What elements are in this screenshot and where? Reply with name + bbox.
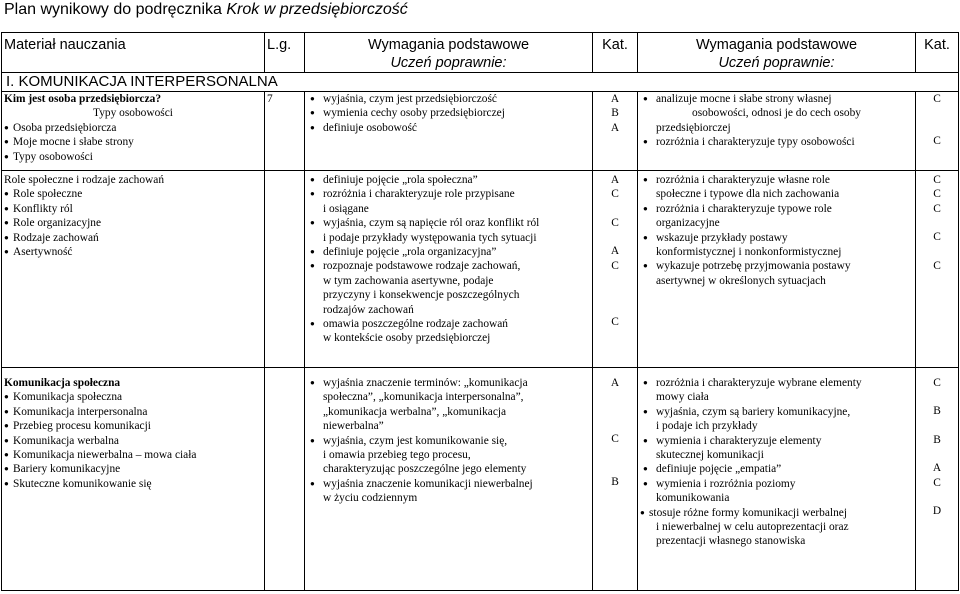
cat2-cell-3 bbox=[916, 368, 959, 591]
ext-3-req: ● wymienia i charakteryzuje elementy bbox=[640, 434, 913, 448]
cat2-cell-2 bbox=[916, 171, 959, 368]
material-2-topic: Role społeczne i rodzaje zachowań bbox=[4, 174, 165, 186]
material-3-item: ● Komunikacja werbalna bbox=[4, 434, 262, 448]
cat2-1-empty bbox=[918, 106, 956, 120]
material-1-item: ● Moje mocne i słabe strony bbox=[4, 135, 262, 149]
cat1-3-empty bbox=[595, 461, 635, 475]
cat2-3-val: A bbox=[932, 462, 942, 475]
basic-2-req: ● definiuje pojęcie „rola społeczna” bbox=[307, 173, 590, 187]
basic-1-req: ● wymienia cechy osoby przedsiębiorczej bbox=[307, 106, 590, 120]
basic-2-req-cont: przyczyny i konsekwencje poszczególnych bbox=[323, 289, 520, 302]
material-cell-1 bbox=[2, 92, 265, 171]
cat2-3-val: B bbox=[933, 405, 941, 418]
material-1-subtopic: Typy osobowości bbox=[93, 107, 173, 120]
ext-3-req-cont: i podaje ich przykłady bbox=[656, 420, 758, 433]
material-1-item: ● Osoba przedsiębiorcza bbox=[4, 121, 262, 135]
cat1-2-val: C bbox=[611, 259, 619, 272]
cat2-3-val: C bbox=[933, 377, 941, 389]
material-3-topic: Komunikacja społeczna bbox=[4, 377, 121, 389]
cat2-2-empty bbox=[918, 216, 956, 230]
ext-3-req-cont: i niewerbalnej w celu autoprezentacji oraz bbox=[656, 521, 849, 534]
ext-2-req: ● rozróżnia i charakteryzuje własne role bbox=[640, 173, 913, 187]
cat1-2-val: A bbox=[610, 174, 620, 186]
header-material: Materiał nauczania bbox=[2, 33, 265, 73]
basic-3-req: ● wyjaśnia znaczenie komunikacji niewerbalnej bbox=[307, 477, 590, 491]
basic-3-req-cont: niewerbalna” bbox=[323, 420, 384, 433]
material-2-item: ● Rodzaje zachowań bbox=[4, 231, 262, 245]
ext-3-req-cont: prezentacji własnego stanowiska bbox=[656, 535, 806, 548]
ext-1-req: ● analizuje mocne i słabe strony własnej bbox=[640, 92, 913, 106]
topic-row-1 bbox=[2, 92, 959, 171]
material-2-item: ● Role społeczne bbox=[4, 187, 262, 201]
material-1-item: ● Typy osobowości bbox=[4, 150, 262, 164]
cat1-2-empty bbox=[595, 230, 635, 244]
cat1-3-empty bbox=[595, 447, 635, 461]
header-cat2: Kat. bbox=[916, 33, 959, 73]
ext-3-req-cont: skutecznej komunikacji bbox=[656, 449, 764, 462]
basic-3-req-cont: w życiu codziennym bbox=[323, 492, 418, 505]
basic-1-req: ● definiuje osobowość bbox=[307, 121, 590, 135]
cat1-3-val: A bbox=[610, 377, 620, 389]
cat2-3-empty bbox=[918, 490, 956, 504]
basic-cell-2 bbox=[305, 171, 593, 368]
ext-1-req-cont: przedsiębiorczej bbox=[656, 121, 731, 134]
cat1-cell-2 bbox=[593, 171, 638, 368]
ext-cell-3 bbox=[638, 368, 916, 591]
material-2-item: ● Asertywność bbox=[4, 245, 262, 259]
cat1-1-val: B bbox=[611, 107, 619, 120]
ext-cell-2 bbox=[638, 171, 916, 368]
cat2-1-val: C bbox=[933, 93, 941, 105]
cat1-3-empty bbox=[595, 418, 635, 432]
cat2-3-val: D bbox=[932, 505, 942, 518]
cat1-cell-1 bbox=[593, 92, 638, 171]
basic-cell-3 bbox=[305, 368, 593, 591]
basic-2-req-cont: rodzajów zachowań bbox=[323, 303, 414, 316]
cat2-3-empty bbox=[918, 447, 956, 461]
basic-3-req-cont: społeczna”, „komunikacja interpersonalna”, bbox=[323, 391, 524, 404]
basic-cell-1 bbox=[305, 92, 593, 171]
ext-2-req-cont: społeczne i typowe dla nich zachowania bbox=[656, 188, 840, 201]
plan-table bbox=[1, 32, 959, 591]
basic-2-req-cont: i osiągane bbox=[323, 202, 369, 215]
header-cat1: Kat. bbox=[593, 33, 638, 73]
cat2-1-val: C bbox=[933, 135, 941, 148]
ext-2-req-cont: asertywnej w określonych sytuacjach bbox=[656, 274, 826, 287]
ext-3-req: ● wymienia i rozróżnia poziomy bbox=[640, 477, 913, 491]
basic-3-req-cont: „komunikacja werbalna”, „komunikacja bbox=[323, 405, 507, 418]
ext-3-req: ● rozróżnia i charakteryzuje wybrane elementy bbox=[640, 376, 913, 390]
material-3-item: ● Komunikacja społeczna bbox=[4, 390, 262, 404]
ext-2-req-cont: konformistycznej i nonkonformistycznej bbox=[656, 246, 842, 259]
cat1-2-val: C bbox=[611, 216, 619, 229]
cat1-2-val: C bbox=[611, 188, 619, 201]
header-row bbox=[2, 33, 959, 73]
ext-2-req: ● wskazuje przykłady postawy bbox=[640, 231, 913, 245]
ext-1-req: ● rozróżnia i charakteryzuje typy osobowości bbox=[640, 135, 913, 149]
ext-3-req: ● stosuje różne formy komunikacji werbalnej bbox=[640, 506, 913, 520]
cat1-2-empty bbox=[595, 202, 635, 216]
basic-2-req: ● omawia poszczególne rodzaje zachowań bbox=[307, 317, 590, 331]
cat1-2-empty bbox=[595, 273, 635, 287]
basic-3-req: ● wyjaśnia znaczenie terminów: „komunikacja bbox=[307, 376, 590, 390]
cat1-2-val: C bbox=[611, 316, 619, 329]
cat1-3-empty bbox=[595, 390, 635, 404]
cat2-2-val: C bbox=[933, 174, 941, 186]
cat1-1-val: A bbox=[610, 121, 620, 134]
basic-2-req-cont: i podaje przykłady występowania tych sytuacji bbox=[323, 231, 537, 244]
cat1-3-val: C bbox=[611, 433, 619, 446]
material-2-item: ● Konflikty ról bbox=[4, 202, 262, 216]
material-3-item: ● Bariery komunikacyjne bbox=[4, 462, 262, 476]
ext-cell-1 bbox=[638, 92, 916, 171]
cat2-3-empty bbox=[918, 419, 956, 433]
basic-2-req-cont: w tym zachowania asertywne, podaje bbox=[323, 274, 494, 287]
header-basic bbox=[305, 33, 593, 73]
ext-3-req: ● definiuje pojęcie „empatia” bbox=[640, 462, 913, 476]
material-1-topic: Kim jest osoba przedsiębiorcza? bbox=[4, 93, 162, 105]
document-title-book: Krok w przedsiębiorczość bbox=[226, 1, 408, 18]
ext-2-req-cont: organizacyjne bbox=[656, 217, 720, 230]
material-3-item: ● Komunikacja niewerbalna – mowa ciała bbox=[4, 448, 262, 462]
header-ext bbox=[638, 33, 916, 73]
cat2-3-val: B bbox=[933, 433, 941, 446]
cat2-2-empty bbox=[918, 245, 956, 259]
cat2-1-empty bbox=[918, 120, 956, 134]
hours-cell-1: 7 bbox=[265, 92, 305, 171]
basic-2-req-cont: w kontekście osoby przedsiębiorczej bbox=[323, 332, 491, 345]
basic-3-req-cont: charakteryzując poszczególne jego elementy bbox=[323, 463, 527, 476]
cat2-2-val: C bbox=[933, 259, 941, 272]
cat2-3-val: C bbox=[933, 476, 941, 489]
cat2-3-empty bbox=[918, 390, 956, 404]
header-ext-sub: Uczeń poprawnie: bbox=[718, 55, 835, 71]
hours-cell-3 bbox=[265, 368, 305, 591]
basic-2-req: ● rozpoznaje podstawowe rodzaje zachowań, bbox=[307, 259, 590, 273]
section-title: I. KOMUNIKACJA INTERPERSONALNA bbox=[2, 73, 959, 92]
basic-2-req: ● definiuje pojęcie „rola organizacyjna” bbox=[307, 245, 590, 259]
cat2-2-val: C bbox=[933, 231, 941, 244]
basic-2-req: ● rozróżnia i charakteryzuje role przypisane bbox=[307, 187, 590, 201]
cat2-2-val: C bbox=[933, 202, 941, 215]
ext-2-req: ● rozróżnia i charakteryzuje typowe role bbox=[640, 202, 913, 216]
header-hours: L.g. bbox=[265, 33, 305, 73]
material-3-item: ● Przebieg procesu komunikacji bbox=[4, 419, 262, 433]
cat1-3-empty bbox=[595, 404, 635, 418]
cat1-2-empty bbox=[595, 287, 635, 301]
cat1-2-val: A bbox=[610, 245, 620, 258]
hours-cell-2 bbox=[265, 171, 305, 368]
header-basic-label: Wymagania podstawowe bbox=[367, 37, 530, 53]
document-title bbox=[4, 0, 408, 20]
cat2-2-val: C bbox=[933, 188, 941, 201]
material-cell-3 bbox=[2, 368, 265, 591]
basic-1-req: ● wyjaśnia, czym jest przedsiębiorczość bbox=[307, 92, 590, 106]
ext-3-req-cont: komunikowania bbox=[656, 492, 730, 505]
basic-3-req-cont: i omawia przebieg tego procesu, bbox=[323, 449, 471, 462]
basic-2-req: ● wyjaśnia, czym są napięcie ról oraz konflikt ról bbox=[307, 216, 590, 230]
topic-row-3 bbox=[2, 368, 959, 591]
section-row bbox=[2, 73, 959, 92]
cat2-cell-1 bbox=[916, 92, 959, 171]
cat1-3-val: B bbox=[611, 475, 619, 488]
material-2-item: ● Role organizacyjne bbox=[4, 216, 262, 230]
document-title-text: Plan wynikowy do podręcznika bbox=[4, 1, 222, 18]
cat1-1-val: A bbox=[610, 93, 620, 105]
material-3-item: ● Komunikacja interpersonalna bbox=[4, 405, 262, 419]
ext-2-req: ● wykazuje potrzebę przyjmowania postawy bbox=[640, 259, 913, 273]
ext-3-req-cont: mowy ciała bbox=[656, 391, 709, 404]
basic-3-req: ● wyjaśnia, czym jest komunikowanie się, bbox=[307, 434, 590, 448]
ext-3-req: ● wyjaśnia, czym są bariery komunikacyjne, bbox=[640, 405, 913, 419]
header-basic-sub: Uczeń poprawnie: bbox=[390, 55, 507, 71]
ext-1-req-cont: osobowości, odnosi je do cech osoby bbox=[692, 107, 861, 120]
material-3-item: ● Skuteczne komunikowanie się bbox=[4, 477, 262, 491]
cat1-cell-3 bbox=[593, 368, 638, 591]
header-ext-label: Wymagania podstawowe bbox=[695, 37, 858, 53]
cat1-2-empty bbox=[595, 301, 635, 315]
topic-row-2 bbox=[2, 171, 959, 368]
material-cell-2 bbox=[2, 171, 265, 368]
